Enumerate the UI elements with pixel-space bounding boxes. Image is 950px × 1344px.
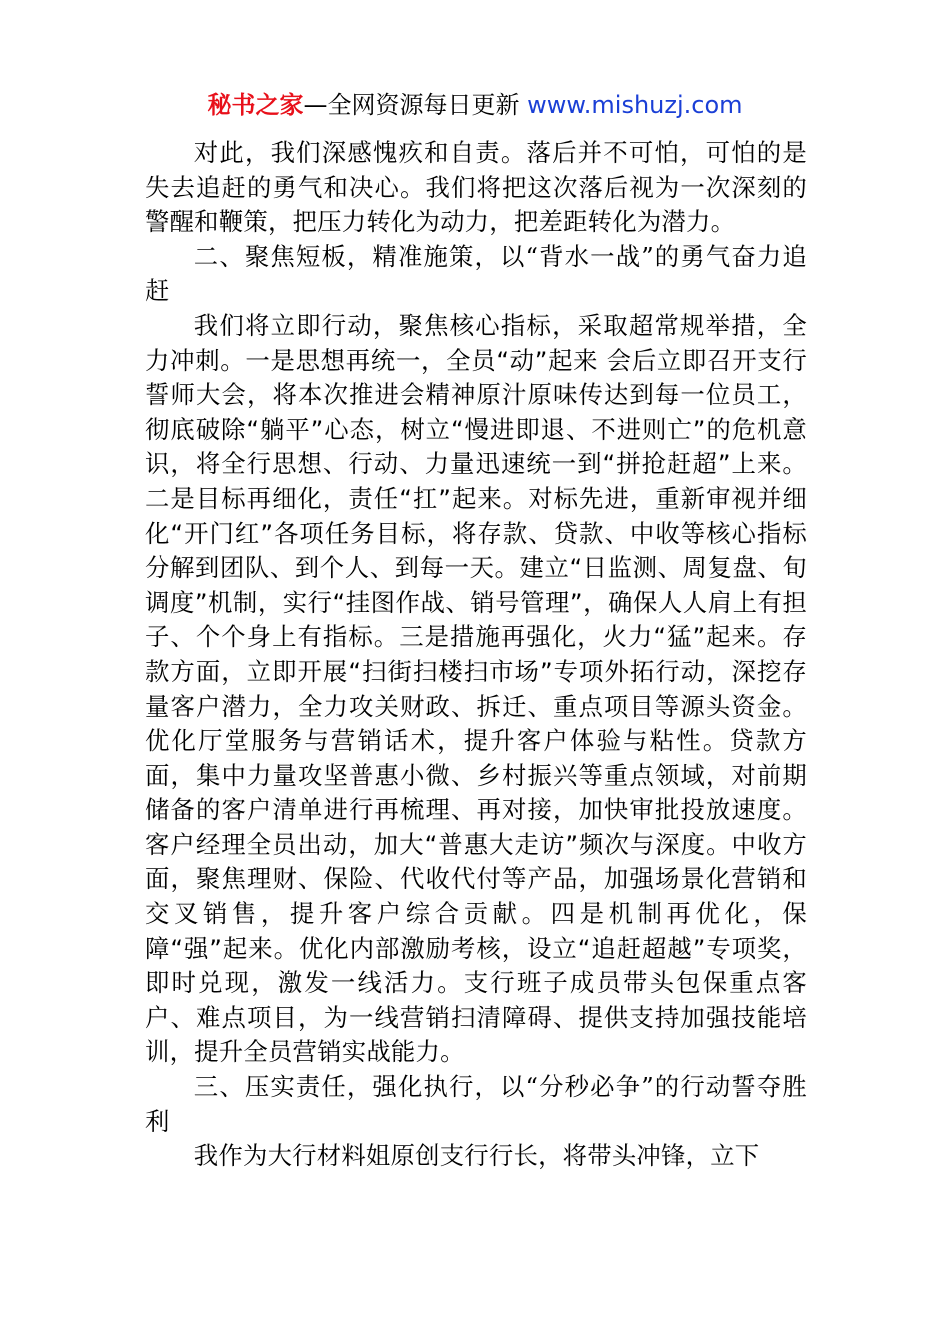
paragraph-conclusion: 对此，我们深感愧疚和自责。落后并不可怕，可怕的是失去追赶的勇气和决心。我们将把这次落后视为一次深刻的警醒和鞭策，把压力转化为动力，把差距转化为潜力。: [145, 138, 807, 237]
document-body: [145, 136, 807, 1174]
paragraph-commitment: 我作为大行材料姐原创支行行长，将带头冲锋，立下: [193, 1141, 760, 1171]
paragraph-measures: 我们将立即行动，聚焦核心指标，采取超常规举措，全力冲刺。一是思想再统一，全员“动”起来 会后立即召开支行誓师大会，将本次推进会精神原汁原味传达到每一位员工，彻底破除“躺平”心态，树立“慢进即退、不进则亡”的危机意识，将全行思想、行动、力量迅速统一到“拼抢赶超”上来。二是目标再细化，责任“扛”起来。对标先进，重新审视并细化“开门红”各项任务目标，将存款、贷款、中收等核心指标分解到团队、到个人、到每一天。建立“日监测、周复盘、旬调度”机制，实行“挂图作战、销号管理”，确保人人肩上有担子、个个身上有指标。三是措施再强化，火力“猛”起来。存款方面，立即开展“扫街扫楼扫市场”专项外拓行动，深挖存量客户潜力，全力攻关财政、拆迁、重点项目等源头资金。优化厅堂服务与营销话术，提升客户体验与粘性。贷款方面，集中力量攻坚普惠小微、乡村振兴等重点领域，对前期储备的客户清单进行再梳理、再对接，加快审批投放速度。客户经理全员出动，加大“普惠大走访”频次与深度。中收方面，聚焦理财、保险、代收代付等产品，加强场景化营销和交叉销售，提升客户综合贡献。四是机制再优化，保障“强”起来。优化内部激励考核，设立“追赶超越”专项奖，即时兑现，激发一线活力。支行班子成员带头包保重点客户、难点项目，为一线营销扫清障碍、提供支持加强技能培训，提升全员营销实战能力。: [145, 310, 807, 1067]
section-heading-3: 三、压实责任，强化执行，以“分秒必争”的行动誓夺胜利: [145, 1072, 807, 1136]
site-header: [0, 88, 950, 122]
site-brand: 秘书之家: [207, 91, 304, 119]
site-url-link[interactable]: www.mishuzj.com: [527, 91, 743, 119]
section-heading-2: 二、聚焦短板，精准施策，以“背水一战”的勇气奋力追赶: [145, 241, 807, 306]
site-tagline: —全网资源每日更新: [303, 91, 520, 119]
